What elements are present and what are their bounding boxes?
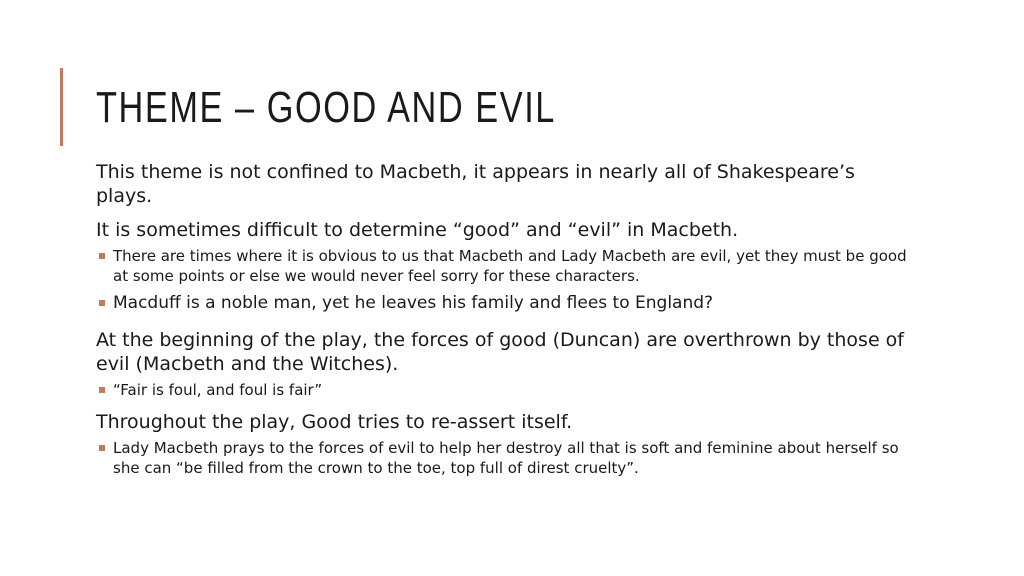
- paragraph-difficult-to-determine: It is sometimes difficult to determine “good” and “evil” in Macbeth.: [96, 219, 739, 241]
- bullet-item: [96, 246, 916, 286]
- bullet-item: [96, 292, 916, 314]
- slide-title: THEME – GOOD AND EVIL: [96, 83, 556, 132]
- content-block-4: [96, 410, 916, 478]
- title-accent-bar: [60, 68, 63, 146]
- paragraph-theme-not-confined: This theme is not confined to Macbeth, it appears in nearly all of Shakespeare’s plays.: [96, 161, 855, 207]
- bullet-item: [96, 380, 916, 400]
- paragraph-beginning-of-play: At the beginning of the play, the forces of good (Duncan) are overthrown by those of evil (Macbeth and the Witches).: [96, 329, 904, 375]
- content-block-3: [96, 328, 916, 400]
- content-block-1: [96, 160, 916, 208]
- paragraph-good-reasserts: Throughout the play, Good tries to re-assert itself.: [96, 411, 573, 433]
- bullet-list: [96, 438, 916, 478]
- content-block-2: [96, 218, 916, 314]
- square-bullet-icon: [99, 300, 105, 306]
- slide-body: [96, 160, 916, 478]
- square-bullet-icon: [99, 253, 105, 259]
- bullet-text: Lady Macbeth prays to the forces of evil to help her destroy all that is soft and feminine about herself so she can “be filled from the crown to the toe, top full of direst cruelty”.: [113, 439, 899, 477]
- square-bullet-icon: [99, 445, 105, 451]
- bullet-text: Macduff is a noble man, yet he leaves his family and flees to England?: [113, 293, 714, 313]
- square-bullet-icon: [99, 387, 105, 393]
- bullet-list: [96, 380, 916, 400]
- bullet-text: “Fair is foul, and foul is fair”: [113, 381, 323, 399]
- bullet-text: There are times where it is obvious to us that Macbeth and Lady Macbeth are evil, yet they must be good at some points or else we would never feel sorry for these characters.: [113, 247, 907, 285]
- bullet-list: [96, 246, 916, 314]
- bullet-item: [96, 438, 916, 478]
